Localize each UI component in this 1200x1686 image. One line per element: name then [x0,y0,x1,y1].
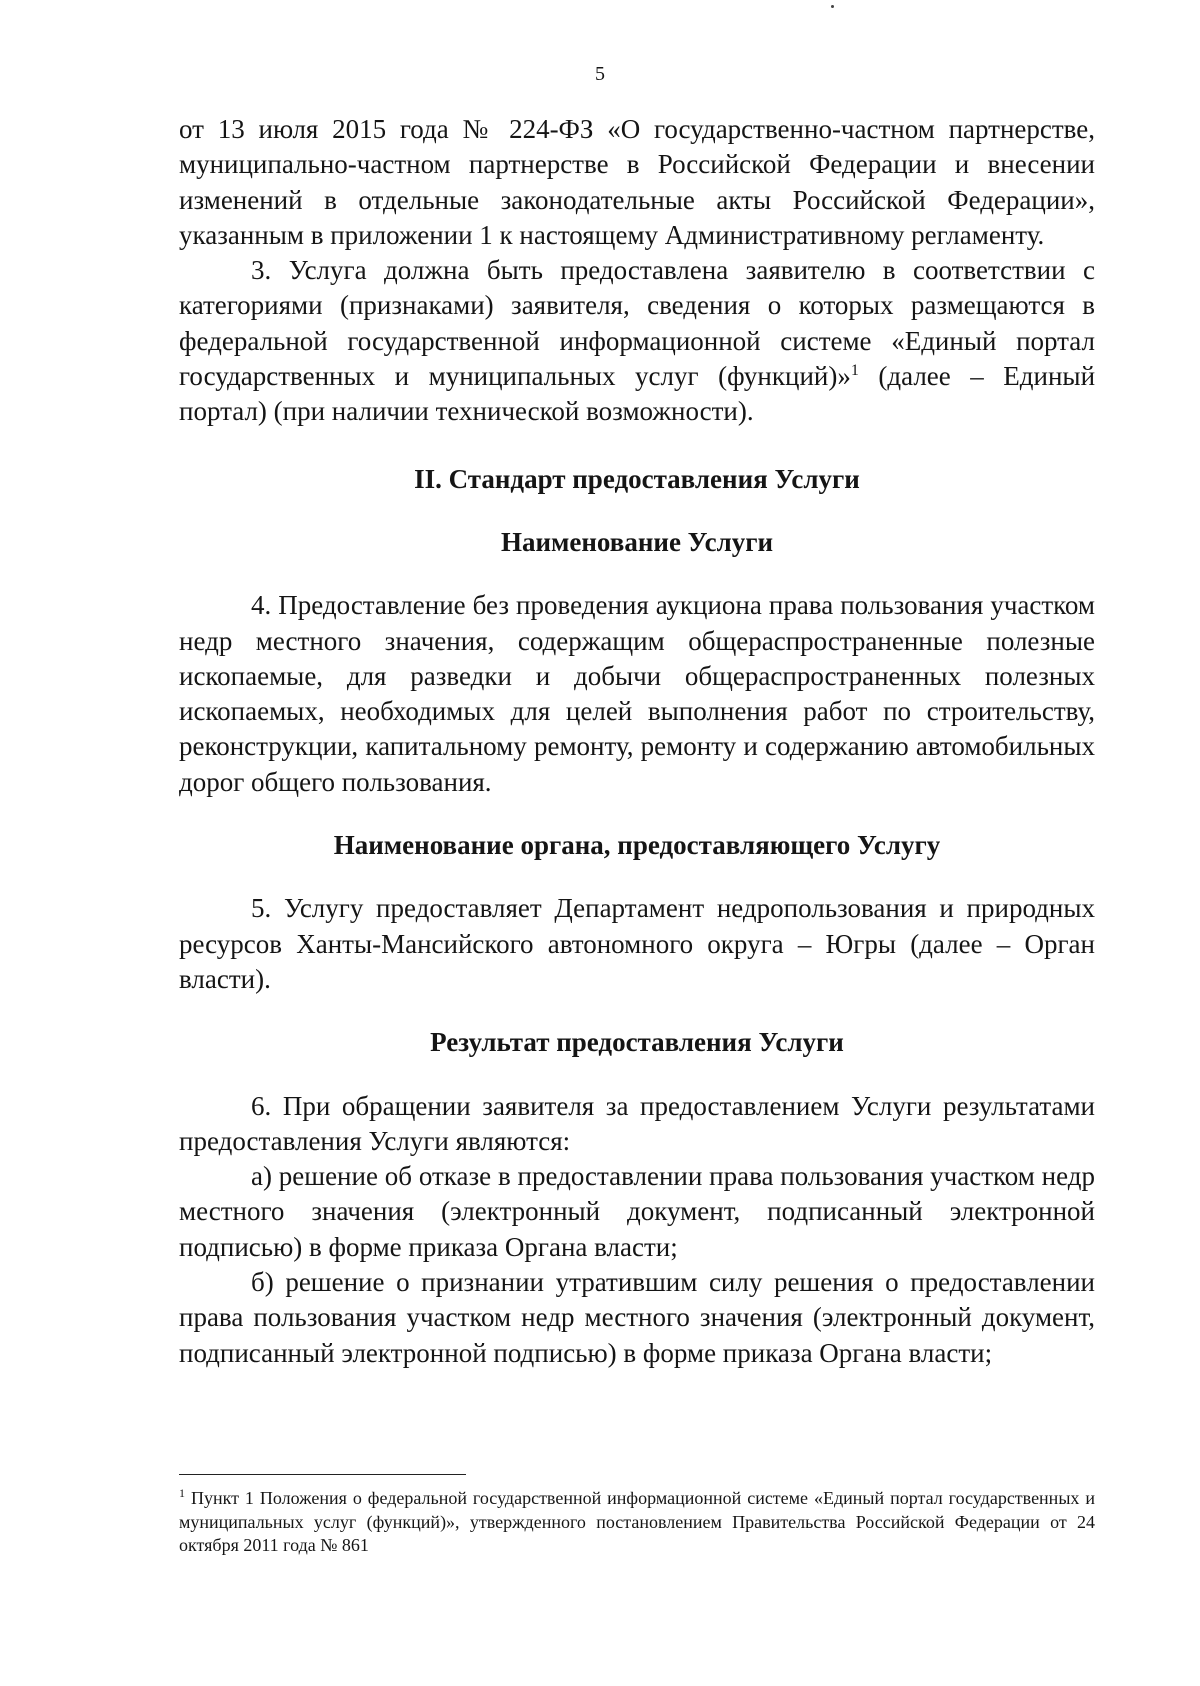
paragraph-4: 4. Предоставление без проведения аукциона права пользования участком недр местного значения, содержащим общераспространенные полезные ископаемые, для разведки и добычи общераспространенных полезных ископаемых, необходимых для целей выполнения работ по строительству, реконструкции, капитальному ремонту, ремонту и содержанию автомобильных дорог общего пользования. [179,590,1095,797]
scan-speck [831,5,834,8]
paragraph-law-reference: от 13 июля 2015 года № 224-ФЗ «О государственно-частном партнерстве, муниципально-частном партнерстве в Российской Федерации и внесении изменений в отдельные законодательные акты Российской Федерации», указанным в приложении 1 к настоящему Административному регламенту. [179,114,1095,250]
paragraph-5: 5. Услугу предоставляет Департамент недропользования и природных ресурсов Ханты-Мансийского автономного округа – Югры (далее – Орган власти). [179,893,1095,994]
paragraph-3-text: 3. Услуга должна быть предоставлена заявителю в соответствии с категориями (признаками) заявителя, сведения о которых размещаются в федеральной государственной информационной системе «Единый портал государственных и муниципальных услуг (функций)» [179,255,1095,392]
footnote-text: Пункт 1 Положения о федеральной государственной информационной системе «Единый портал государственных и муниципальных услуг (функций)», утвержденного постановлением Правительства Российской Федерации от 24 октября 2011 года № 861 [179,1488,1095,1555]
footnote-mark: 1 [179,1486,185,1500]
document-body [179,112,1095,1371]
subheading-authority: Наименование органа, предоставляющего Услугу [333,830,941,861]
page-number: 5 [595,63,605,85]
subheading-result: Результат предоставления Услуги [430,1027,844,1058]
paragraph-3 [179,253,1095,429]
section-heading: II. Стандарт предоставления Услуги [414,463,860,494]
paragraph-6-b: б) решение о признании утратившим силу решения о предоставлении права пользования участком недр местного значения (электронный документ, подписанный электронной подписью) в форме приказа Органа власти; [179,1267,1095,1368]
footnote [179,1487,1095,1558]
subheading-service-name: Наименование Услуги [500,526,774,557]
footnote-divider [179,1474,466,1475]
footnote-reference: 1 [850,362,859,380]
paragraph-6-a: а) решение об отказе в предоставлении права пользования участком недр местного значения (электронный документ, подписанный электронной подписью) в форме приказа Органа власти; [179,1161,1095,1262]
paragraph-6: 6. При обращении заявителя за предоставлением Услуги результатами предоставления Услуги являются: [179,1090,1095,1156]
paragraph-3-tail: (далее – Единый портал) (при наличии технической возможности). [179,361,1096,427]
